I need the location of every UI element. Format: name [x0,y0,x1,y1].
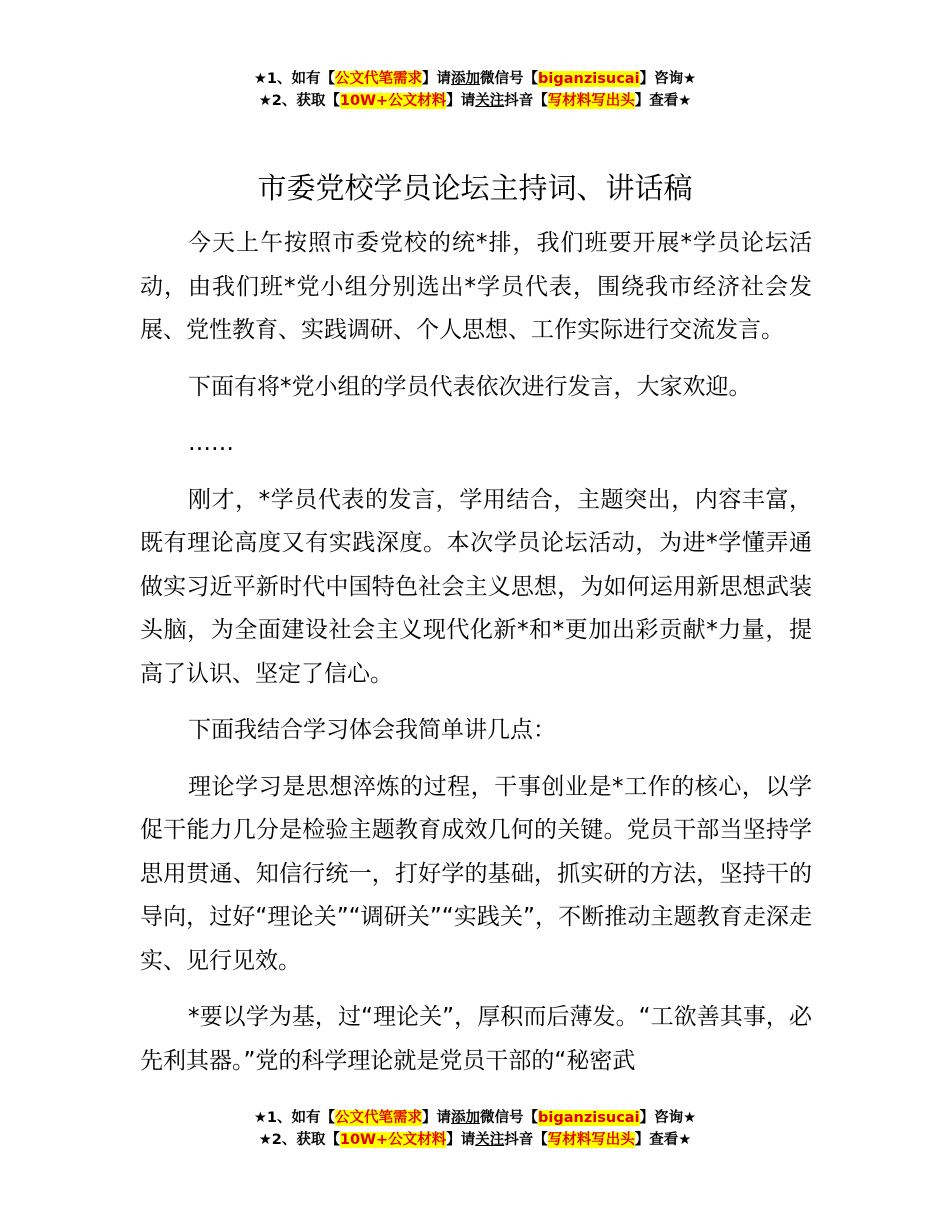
banner-line-1 [0,1107,950,1129]
banner-text: 】咨询★ [639,71,697,87]
banner-text: 】请 [446,1132,476,1148]
banner-line-1 [0,68,950,90]
banner-text: 抖音【 [504,93,548,109]
underlined-text: 关注 [475,93,505,109]
banner-text: ★2、获取【 [258,1132,340,1148]
banner-line-2 [0,90,950,112]
paragraph: *要以学为基，过“理论关”，厚积而后薄发。“工欲善其事，必先利其器。”党的科学理论就是党员干部的“秘密武 [140,1004,812,1074]
banner-text: 】请 [446,93,476,109]
banner-text: ★1、如有【 [253,1110,336,1126]
paragraph: 刚才，*学员代表的发言，学用结合，主题突出，内容丰富，既有理论高度又有实践深度。本次学员论坛活动，为进*学懂弄通做实习近平新时代中国特色社会主义思想，为如何运用新思想武装头脑，为全面建设社会主义现代化新*和*更加出彩贡献*力量，提高了认识、坚定了信心。 [140,486,812,687]
banner-text: 】请 [422,71,452,87]
highlight-text: 写材料写出头 [547,1132,635,1148]
wechat-id: biganzisucai [538,1110,640,1126]
highlight-text: 写材料写出头 [547,93,635,109]
document-body [140,222,812,1096]
highlight-text: 10W+公文材料 [339,1132,447,1148]
underlined-text: 添加 [451,1110,481,1126]
footer-banner [0,1107,950,1151]
banner-line-2 [0,1129,950,1151]
paragraph: 下面有将*党小组的学员代表依次进行发言，大家欢迎。 [188,373,752,400]
banner-text: 微信号【 [480,1110,539,1126]
highlight-text: 公文代笔需求 [335,71,423,87]
highlight-text: 公文代笔需求 [335,1110,423,1126]
banner-text: 微信号【 [480,71,539,87]
paragraph: 今天上午按照市委党校的统*排，我们班要开展*学员论坛活动，由我们班*党小组分别选出*学员代表，围绕我市经济社会发展、党性教育、实践调研、个人思想、工作实际进行交流发言。 [140,230,812,343]
banner-text: 】查看★ [634,93,692,109]
header-banner [0,68,950,112]
banner-text: 】请 [422,1110,452,1126]
wechat-id: biganzisucai [538,71,640,87]
paragraph: 下面我结合学习体会我简单讲几点： [188,717,556,743]
underlined-text: 添加 [451,71,481,87]
highlight-text: 10W+公文材料 [339,93,447,109]
banner-text: 】查看★ [634,1132,692,1148]
paragraph: 理论学习是思想淬炼的过程，干事创业是*工作的核心，以学促干能力几分是检验主题教育成效几何的关键。党员干部当坚持学思用贯通、知信行统一，打好学的基础，抓实研的方法，坚持干的导向，过好“理论关”“调研关”“实践关”，不断推动主题教育走深走实、见行见效。 [140,773,812,974]
banner-text: 抖音【 [504,1132,548,1148]
banner-text: ★2、获取【 [258,93,340,109]
document-title: 市委党校学员论坛主持词、讲话稿 [257,171,693,205]
paragraph: …… [188,430,234,456]
underlined-text: 关注 [475,1132,505,1148]
banner-text: ★1、如有【 [253,71,336,87]
banner-text: 】咨询★ [639,1110,697,1126]
